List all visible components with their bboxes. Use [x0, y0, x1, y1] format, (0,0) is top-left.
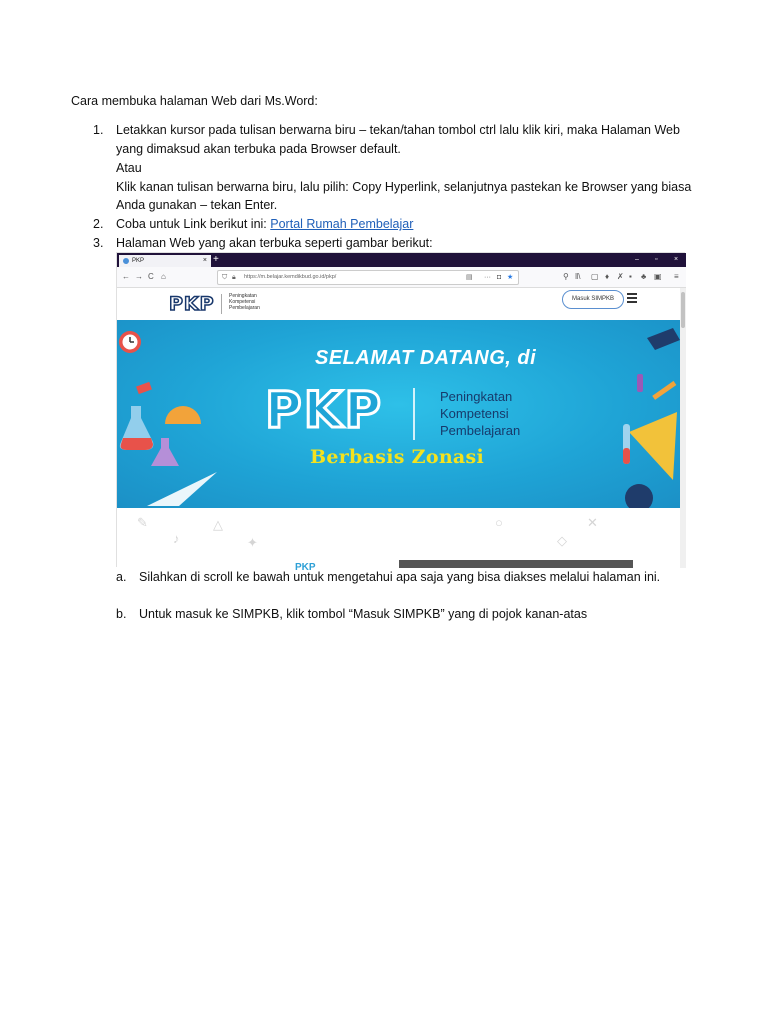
pencil-icon — [652, 381, 676, 400]
scrollbar-thumb[interactable] — [681, 292, 685, 328]
step-2-number: 2. — [93, 217, 104, 231]
forward-icon: → — [135, 272, 143, 281]
extension-icon-1: ♦ — [605, 272, 610, 281]
step-1-line-5: Anda gunakan – tekan Enter. — [116, 198, 278, 212]
url-text: https://m.belajar.kemdikbud.go.id/pkp/ — [244, 274, 337, 280]
substep-b-text: Untuk masuk ke SIMPKB, klik tombol “Masuk SIMPKB” yang di pojok kanan-atas — [139, 607, 588, 621]
bookmark-star-icon: ★ — [507, 274, 514, 281]
hero-title: SELAMAT DATANG, di — [315, 347, 537, 369]
eraser-icon — [136, 382, 152, 394]
document-heading: Cara membuka halaman Web dari Ms.Word: — [71, 94, 318, 108]
decor-doodle-6: ◇ — [557, 533, 567, 548]
library-icon: ǁ\ — [575, 272, 581, 281]
substep-a-letter: a. — [116, 570, 127, 584]
hero-banner — [117, 320, 680, 508]
paper-plane-icon — [147, 472, 217, 506]
site-logo-subtitle — [229, 293, 260, 311]
graduation-cap-icon — [647, 328, 680, 350]
ruler-triangle-icon — [629, 412, 677, 480]
new-tab-icon: + — [213, 254, 219, 265]
step-2-text — [116, 215, 413, 234]
reload-icon: C — [148, 272, 154, 281]
step-1-line-3: Atau — [116, 161, 142, 175]
step-1-line-2: yang dimaksud akan terbuka pada Browser default. — [116, 142, 401, 156]
flask-icon — [120, 406, 153, 450]
step-3-number: 3. — [93, 236, 104, 250]
browser-tab-bar — [117, 253, 686, 267]
step-1-number: 1. — [93, 123, 104, 137]
logo-sub-line-2: Kompetensi — [229, 299, 256, 305]
peek-pkp-text: PKP — [295, 562, 316, 573]
step-1-line-4: Klik kanan tulisan berwarna biru, lalu pilih: Copy Hyperlink, selanjutnya pastekan ke Browser yang biasa — [116, 180, 692, 194]
tab-close-icon: × — [202, 257, 207, 264]
decor-doodle-2: ♪ — [173, 531, 180, 546]
hero-zonasi-text: Berbasis Zonasi — [310, 446, 485, 468]
lock-icon: 🔒︎ — [232, 274, 236, 281]
hamburger-menu-icon[interactable] — [627, 293, 637, 305]
substep-b-letter: b. — [116, 607, 127, 621]
logo-sub-line-3: Pembelajaran — [229, 305, 260, 311]
logo-sub-line-1: Peningkatan — [229, 293, 257, 299]
shield-icon: ⛉ — [222, 274, 228, 281]
pocket-icon: ◘ — [497, 274, 502, 281]
decor-doodle-4: ✦ — [247, 535, 258, 550]
hero-sub-line-1: Peningkatan — [440, 389, 513, 404]
reader-icon: ▤ — [466, 274, 473, 281]
page-scrollbar[interactable] — [680, 288, 686, 568]
home-icon: ⌂ — [161, 272, 166, 281]
logo-divider — [221, 294, 222, 314]
hero-sub-line-2: Kompetensi — [440, 406, 509, 421]
window-close-icon: × — [674, 256, 679, 263]
url-bar — [217, 270, 519, 285]
test-tube-icon — [623, 424, 630, 464]
decor-doodle-7: ✕ — [587, 515, 598, 530]
maximize-icon: ▫ — [655, 256, 658, 263]
masuk-simpkb-button[interactable]: Masuk SIMPKB — [562, 290, 624, 309]
menu-icon: ≡ — [674, 272, 679, 281]
portal-rumah-pembelajar-link[interactable]: Portal Rumah Pembelajar — [270, 217, 414, 231]
tab-title: PKP — [132, 258, 145, 264]
more-icon: ··· — [484, 274, 491, 281]
peek-video-thumbnail — [399, 560, 633, 568]
extension-icon-4: ♣ — [641, 272, 647, 281]
page-lower-section — [117, 508, 680, 573]
extension-icon-2: ✗ — [617, 272, 624, 281]
marker-icon — [637, 374, 643, 392]
browser-tab — [119, 255, 211, 267]
protractor-icon — [165, 406, 201, 424]
pkp-favicon-icon — [123, 258, 129, 264]
minimize-icon: – — [635, 256, 639, 263]
hero-divider — [413, 388, 415, 440]
sidebar-icon: ▢ — [591, 272, 599, 281]
hero-subtitle — [440, 388, 520, 439]
hero-sub-line-3: Pembelajaran — [440, 423, 521, 438]
hero-logo: PKP — [265, 381, 384, 439]
back-icon: ← — [122, 272, 130, 281]
site-logo: PKP — [169, 293, 215, 315]
site-header — [117, 288, 680, 320]
extension-icon-5: ▣ — [654, 272, 662, 281]
substep-a-text: Silahkan di scroll ke bawah untuk mengetahui apa saja yang bisa diakses melalui halaman ini. — [139, 570, 661, 584]
browser-nav-bar — [117, 267, 686, 288]
decor-doodle-3: △ — [213, 517, 223, 532]
decor-doodle-1: ✎ — [137, 515, 148, 530]
conical-flask-icon — [151, 438, 179, 466]
extension-icon-3: ▪ — [629, 272, 632, 281]
alarm-clock-icon — [119, 331, 141, 353]
decor-doodle-5: ○ — [495, 515, 503, 530]
toolbar-icon-1: ⚲ — [563, 272, 569, 281]
step-3-text: Halaman Web yang akan terbuka seperti gambar berikut: — [116, 236, 433, 250]
browser-screenshot — [116, 252, 685, 573]
step-2-label: Coba untuk Link berikut ini: — [116, 217, 271, 231]
step-1-line-1: Letakkan kursor pada tulisan berwarna biru – tekan/tahan tombol ctrl lalu klik kiri, maka Halaman Web — [116, 123, 680, 137]
